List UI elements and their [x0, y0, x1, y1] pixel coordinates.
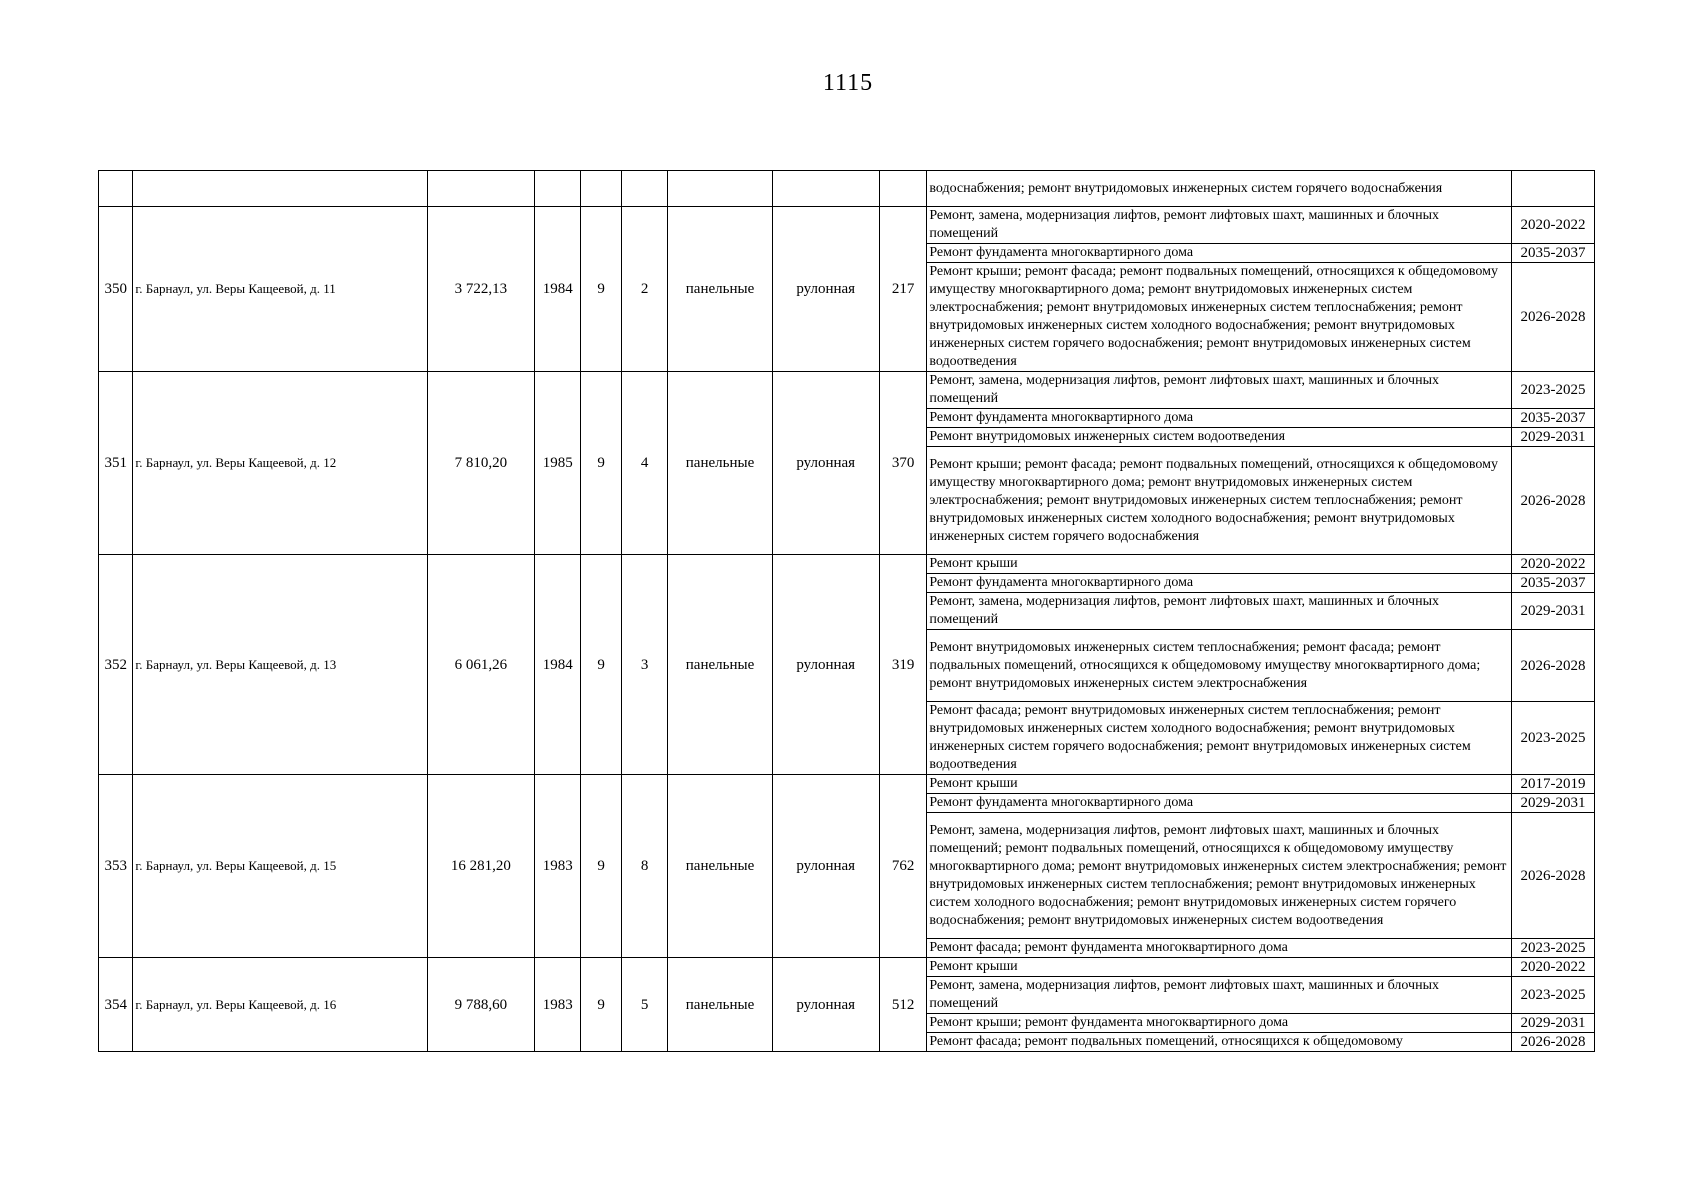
work-period: 2026-2028: [1511, 630, 1594, 702]
work-period: 2020-2022: [1511, 958, 1594, 977]
work-period: 2023-2025: [1511, 702, 1594, 775]
floors-count: 9: [581, 372, 621, 555]
entrances-count: 2: [621, 207, 668, 372]
work-description: Ремонт крыши: [927, 958, 1512, 977]
work-period: 2026-2028: [1511, 1033, 1594, 1052]
entrances-count: 5: [621, 958, 668, 1052]
build-year: 1985: [534, 372, 581, 555]
residents-count: 319: [879, 555, 927, 775]
roof-type: рулонная: [772, 372, 879, 555]
roof-type: рулонная: [772, 775, 879, 958]
residents-count: 217: [879, 207, 927, 372]
entrances-count: 3: [621, 555, 668, 775]
residents-count: 370: [879, 372, 927, 555]
roof-type: рулонная: [772, 207, 879, 372]
table-row: [99, 171, 1595, 207]
work-period: 2023-2025: [1511, 372, 1594, 409]
work-period: 2029-2031: [1511, 593, 1594, 630]
empty-cell: [621, 171, 668, 207]
floors-count: 9: [581, 775, 621, 958]
work-period: 2017-2019: [1511, 775, 1594, 794]
residents-count: 512: [879, 958, 927, 1052]
work-period: 2029-2031: [1511, 1014, 1594, 1033]
work-description: Ремонт крыши; ремонт фундамента многоквартирного дома: [927, 1014, 1512, 1033]
entrances-count: 4: [621, 372, 668, 555]
work-period: 2020-2022: [1511, 207, 1594, 244]
wall-material: панельные: [668, 958, 772, 1052]
work-period: 2026-2028: [1511, 447, 1594, 555]
empty-cell: [668, 171, 772, 207]
table-row: [99, 775, 1595, 794]
work-description: Ремонт фасада; ремонт подвальных помещений, относящихся к общедомовому: [927, 1033, 1512, 1052]
work-description: водоснабжения; ремонт внутридомовых инженерных систем горячего водоснабжения: [927, 171, 1512, 207]
floors-count: 9: [581, 958, 621, 1052]
work-description: Ремонт внутридомовых инженерных систем водоотведения: [927, 428, 1512, 447]
roof-type: рулонная: [772, 958, 879, 1052]
wall-material: панельные: [668, 775, 772, 958]
wall-material: панельные: [668, 555, 772, 775]
entrances-count: 8: [621, 775, 668, 958]
wall-material: панельные: [668, 207, 772, 372]
table-row: [99, 207, 1595, 244]
build-year: 1983: [534, 958, 581, 1052]
work-description: Ремонт, замена, модернизация лифтов, ремонт лифтовых шахт, машинных и блочных помещений; ремонт подвальных помещений, относящихся к общедомовому имуществу многоквартирного дома; ремонт внутридомовых инженерных систем электроснабжения; ремонт внутридомовых инженерных систем теплоснабжения; ремонт внутридомовых инженерных систем холодного водоснабжения; ремонт внутридомовых инженерных систем горячего водоснабжения; ремонт внутридомовых инженерных систем водоотведения: [927, 813, 1512, 939]
work-description: Ремонт фасада; ремонт фундамента многоквартирного дома: [927, 939, 1512, 958]
building-address: г. Барнаул, ул. Веры Кащеевой, д. 15: [133, 775, 427, 958]
floors-count: 9: [581, 555, 621, 775]
building-address: г. Барнаул, ул. Веры Кащеевой, д. 13: [133, 555, 427, 775]
work-period: 2035-2037: [1511, 574, 1594, 593]
work-description: Ремонт, замена, модернизация лифтов, ремонт лифтовых шахт, машинных и блочных помещений: [927, 593, 1512, 630]
table-row: [99, 958, 1595, 977]
work-period: 2035-2037: [1511, 244, 1594, 263]
table-row: [99, 372, 1595, 409]
total-area: 9 788,60: [427, 958, 534, 1052]
work-description: Ремонт внутридомовых инженерных систем теплоснабжения; ремонт фасада; ремонт подвальных помещений, относящихся к общедомовому имуществу многоквартирного дома; ремонт внутридомовых инженерных систем электроснабжения: [927, 630, 1512, 702]
building-address: г. Барнаул, ул. Веры Кащеевой, д. 12: [133, 372, 427, 555]
row-number: 352: [99, 555, 133, 775]
work-period: 2023-2025: [1511, 939, 1594, 958]
work-period: 2035-2037: [1511, 409, 1594, 428]
work-period: 2020-2022: [1511, 555, 1594, 574]
work-description: Ремонт крыши: [927, 775, 1512, 794]
empty-cell: [427, 171, 534, 207]
work-description: Ремонт крыши; ремонт фасада; ремонт подвальных помещений, относящихся к общедомовому имуществу многоквартирного дома; ремонт внутридомовых инженерных систем электроснабжения; ремонт внутридомовых инженерных систем теплоснабжения; ремонт внутридомовых инженерных систем холодного водоснабжения; ремонт внутридомовых инженерных систем горячего водоснабжения; ремонт внутридомовых инженерных систем водоотведения: [927, 263, 1512, 372]
work-period: 2026-2028: [1511, 263, 1594, 372]
residents-count: 762: [879, 775, 927, 958]
empty-cell: [772, 171, 879, 207]
work-description: Ремонт фундамента многоквартирного дома: [927, 244, 1512, 263]
work-description: Ремонт крыши: [927, 555, 1512, 574]
total-area: 7 810,20: [427, 372, 534, 555]
row-number: 353: [99, 775, 133, 958]
work-period: 2026-2028: [1511, 813, 1594, 939]
wall-material: панельные: [668, 372, 772, 555]
empty-cell: [99, 171, 133, 207]
work-period: 2029-2031: [1511, 428, 1594, 447]
table-body: [99, 171, 1595, 1052]
work-description: Ремонт фундамента многоквартирного дома: [927, 574, 1512, 593]
row-number: 354: [99, 958, 133, 1052]
empty-cell: [133, 171, 427, 207]
work-description: Ремонт крыши; ремонт фасада; ремонт подвальных помещений, относящихся к общедомовому имуществу многоквартирного дома; ремонт внутридомовых инженерных систем электроснабжения; ремонт внутридомовых инженерных систем теплоснабжения; ремонт внутридомовых инженерных систем холодного водоснабжения; ремонт внутридомовых инженерных систем горячего водоснабжения: [927, 447, 1512, 555]
work-description: Ремонт фундамента многоквартирного дома: [927, 409, 1512, 428]
work-period: 2029-2031: [1511, 794, 1594, 813]
build-year: 1984: [534, 555, 581, 775]
work-description: Ремонт, замена, модернизация лифтов, ремонт лифтовых шахт, машинных и блочных помещений: [927, 372, 1512, 409]
building-address: г. Барнаул, ул. Веры Кащеевой, д. 11: [133, 207, 427, 372]
page-number: 1115: [822, 70, 874, 96]
total-area: 3 722,13: [427, 207, 534, 372]
work-period: [1511, 171, 1594, 207]
work-description: Ремонт, замена, модернизация лифтов, ремонт лифтовых шахт, машинных и блочных помещений: [927, 207, 1512, 244]
row-number: 351: [99, 372, 133, 555]
total-area: 6 061,26: [427, 555, 534, 775]
work-period: 2023-2025: [1511, 977, 1594, 1014]
work-description: Ремонт фундамента многоквартирного дома: [927, 794, 1512, 813]
empty-cell: [581, 171, 621, 207]
empty-cell: [879, 171, 927, 207]
build-year: 1983: [534, 775, 581, 958]
building-address: г. Барнаул, ул. Веры Кащеевой, д. 16: [133, 958, 427, 1052]
capital-repair-table: [98, 170, 1595, 1052]
work-description: Ремонт, замена, модернизация лифтов, ремонт лифтовых шахт, машинных и блочных помещений: [927, 977, 1512, 1014]
table-row: [99, 555, 1595, 574]
roof-type: рулонная: [772, 555, 879, 775]
empty-cell: [534, 171, 581, 207]
work-description: Ремонт фасада; ремонт внутридомовых инженерных систем теплоснабжения; ремонт внутридомовых инженерных систем холодного водоснабжения; ремонт внутридомовых инженерных систем горячего водоснабжения; ремонт внутридомовых инженерных систем водоотведения: [927, 702, 1512, 775]
build-year: 1984: [534, 207, 581, 372]
row-number: 350: [99, 207, 133, 372]
floors-count: 9: [581, 207, 621, 372]
total-area: 16 281,20: [427, 775, 534, 958]
